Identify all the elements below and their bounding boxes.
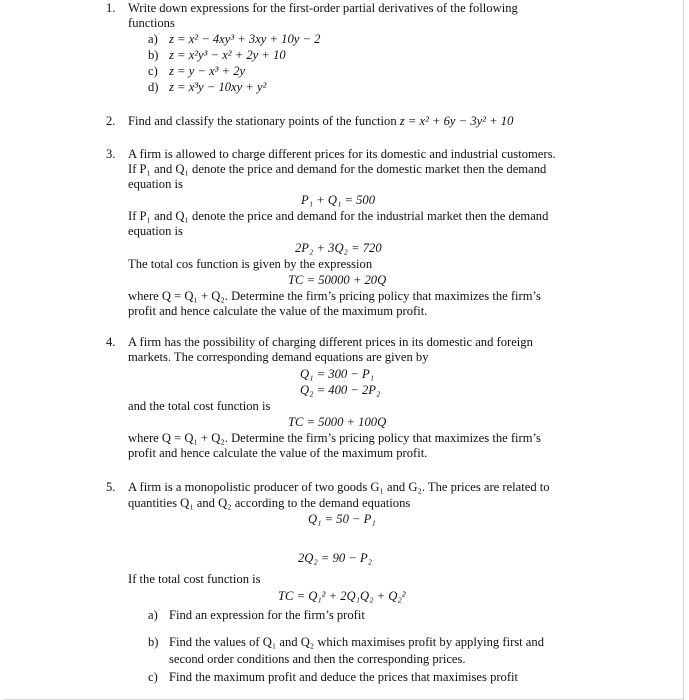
q5-part-b-text-line2: second order conditions and then the corresponding prices. [169, 652, 466, 666]
q3-line4: If P₁ and Q₁ denote the price and demand for the industrial market then the demand [128, 209, 549, 223]
q5-part-c-label: c) [148, 670, 158, 684]
q5-part-c-text: Find the maximum profit and deduce the prices that maximises profit [169, 670, 519, 684]
q4-number: 4. [106, 335, 116, 349]
q2-text [128, 114, 513, 129]
q1-part-d-label: d) [148, 80, 159, 94]
q1-part-d-expr: z = x³y − 10xy + y² [169, 80, 267, 94]
q1-part-a-expr: z = x² − 4xy³ + 3xy + 10y − 2 [169, 32, 321, 46]
q1-text-line2: functions [128, 16, 175, 30]
q4-equation3: TC = 5000 + 100Q [288, 415, 387, 429]
q3-equation2: 2P₂ + 3Q₂ = 720 [295, 241, 382, 255]
q4-line4: where Q = Q₁ + Q₂. Determine the firm’s pricing policy that maximizes the firm’s [128, 431, 541, 445]
q1-number: 1. [106, 1, 116, 15]
q5-equation3: TC = Q₁² + 2Q₁Q₂ + Q₂² [278, 589, 406, 603]
q5-number: 5. [106, 480, 116, 494]
q3-equation1: P₁ + Q₁ = 500 [301, 193, 376, 207]
q1-part-a-label: a) [148, 32, 158, 46]
q3-line3: equation is [128, 177, 183, 191]
q5-line3: If the total cost function is [128, 572, 261, 586]
q3-line5: equation is [128, 224, 183, 238]
q5-equation1: Q₁ = 50 − P₁ [308, 512, 376, 526]
q4-line5: profit and hence calculate the value of the maximum profit. [128, 446, 428, 460]
q4-line3: and the total cost function is [128, 399, 271, 413]
q5-line2: quantities Q₁ and Q₂ according to the demand equations [128, 496, 411, 510]
q4-equation2: Q₂ = 400 − 2P₂ [300, 383, 381, 397]
q5-part-b-label: b) [148, 635, 159, 649]
q5-part-a-label: a) [148, 608, 158, 622]
q1-part-b-expr: z = x²y³ − x² + 2y + 10 [169, 48, 286, 62]
q3-equation3: TC = 50000 + 20Q [288, 273, 387, 287]
q1-part-c-expr: z = y − x³ + 2y [169, 64, 246, 78]
q3-line6: The total cos function is given by the expression [128, 257, 373, 271]
q3-line7: where Q = Q₁ + Q₂. Determine the firm’s pricing policy that maximizes the firm’s [128, 289, 541, 303]
q3-line1: A firm is allowed to charge different prices for its domestic and industrial customers. [128, 147, 556, 161]
q5-equation2: 2Q₂ = 90 − P₂ [298, 551, 373, 565]
q3-number: 3. [106, 147, 116, 161]
q2-expr: z = x² + 6y − 3y² + 10 [399, 114, 514, 128]
q5-line1: A firm is a monopolistic producer of two goods G₁ and G₂. The prices are related to [128, 480, 550, 494]
q5-part-a-text: Find an expression for the firm’s profit [169, 608, 365, 622]
q1-part-b-label: b) [148, 48, 159, 62]
q1-text-line1: Write down expressions for the first-order partial derivatives of the following [128, 1, 518, 15]
q2-text-body: Find and classify the stationary points of the function [128, 114, 400, 128]
q3-line8: profit and hence calculate the value of the maximum profit. [128, 304, 428, 318]
q1-part-c-label: c) [148, 64, 158, 78]
q2-number: 2. [106, 114, 116, 128]
q4-line2: markets. The corresponding demand equations are given by [128, 350, 429, 364]
q4-equation1: Q₁ = 300 − P₁ [300, 367, 375, 381]
q3-line2: If P₁ and Q₁ denote the price and demand for the domestic market then the demand [128, 162, 547, 176]
q5-part-b-text-line1: Find the values of Q₁ and Q₂ which maximises profit by applying first and [169, 635, 544, 649]
q4-line1: A firm has the possibility of charging different prices in its domestic and foreign [128, 335, 533, 349]
